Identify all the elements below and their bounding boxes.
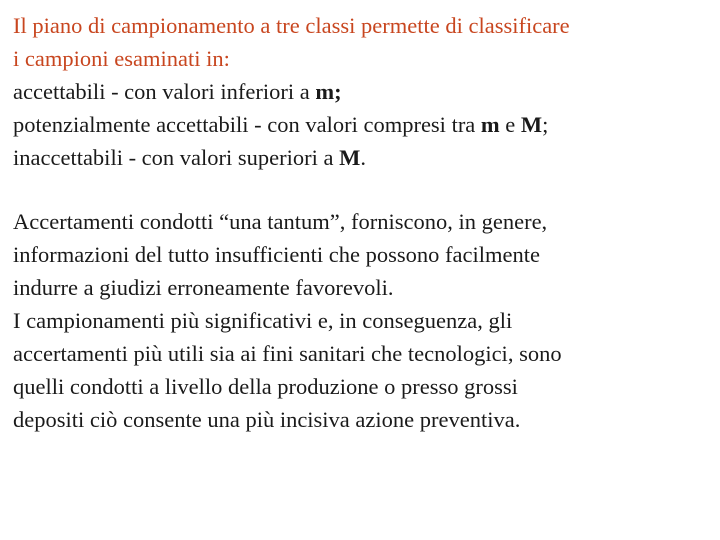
paragraph-spacer <box>13 174 713 205</box>
punctuation: ; <box>542 112 549 137</box>
body-line: indurre a giudizi erroneamente favorevoli. <box>13 275 394 300</box>
body-line: informazioni del tutto insufficienti che possono facilmente <box>13 242 540 267</box>
body-line: accertamenti più utili sia ai fini sanitari che tecnologici, sono <box>13 341 562 366</box>
punctuation: . <box>360 145 366 170</box>
class-unacceptable <box>13 141 713 174</box>
intro-line-1: Il piano di campionamento a tre classi permette di classificare <box>13 13 570 38</box>
class-potentially-acceptable-text: potenzialmente accettabili - con valori compresi tra <box>13 112 481 137</box>
limit-m-symbol: m <box>480 112 500 137</box>
slide-content <box>13 9 713 436</box>
body-line: Accertamenti condotti “una tantum”, forniscono, in genere, <box>13 209 548 234</box>
intro-line-2: i campioni esaminati in: <box>13 46 230 71</box>
class-acceptable-text: accettabili - con valori inferiori a <box>13 79 316 104</box>
limit-M-symbol: M <box>339 145 361 170</box>
sampling-paragraph <box>13 205 713 436</box>
limit-M-symbol: M <box>520 112 543 137</box>
class-acceptable <box>13 75 713 108</box>
body-line: depositi ciò consente una più incisiva azione preventiva. <box>13 407 521 432</box>
body-line: quelli condotti a livello della produzione o presso grossi <box>13 374 518 399</box>
conjunction-text: e <box>499 112 521 137</box>
limit-m-symbol: m; <box>315 79 342 104</box>
class-potentially-acceptable <box>13 108 713 141</box>
body-line: I campionamenti più significativi e, in conseguenza, gli <box>13 308 513 333</box>
classification-paragraph <box>13 9 713 174</box>
class-unacceptable-text: inaccettabili - con valori superiori a <box>13 145 340 170</box>
